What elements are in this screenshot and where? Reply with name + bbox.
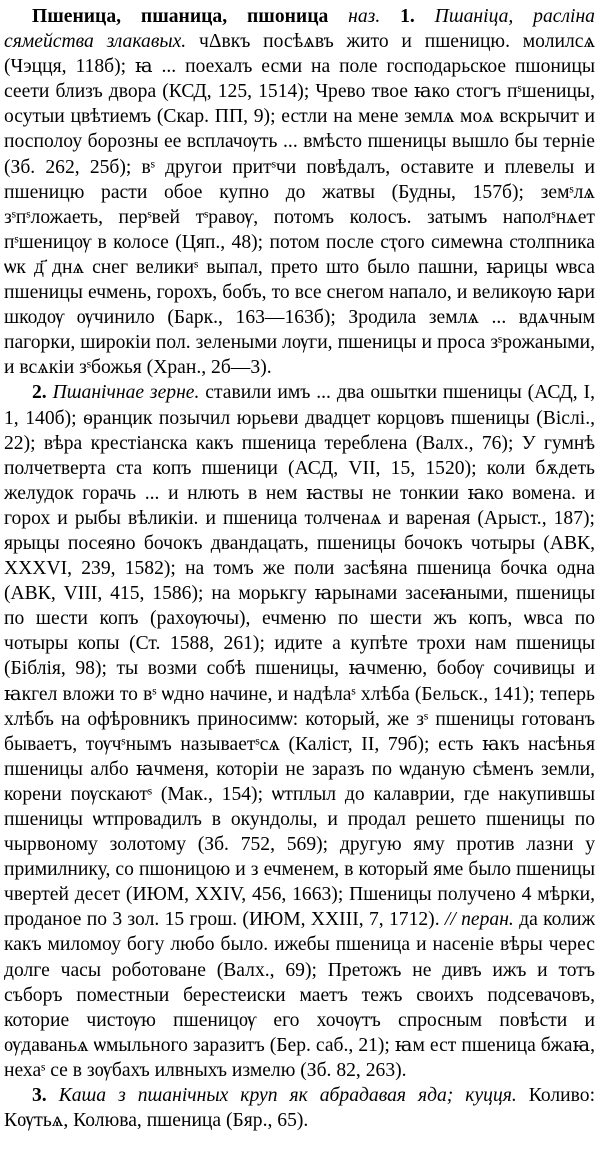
sense-2-definition: Пшанічнае зерне. (52, 382, 200, 404)
sense-1-citations: чΔвкъ посѣѧвъ жито и пшеницю. молилсѧ (Чэцця, 118б); ꙗ ... поехалъ есми на поле господарьское пшоницы сеети близъ двора (КСД, 125, 1514); Чрево твое ꙗко стогъ пˢшеницы, осутыи цвѣтиемъ (Скар. ПП, 9); естли на мене землѧ моѧ вскрычит и посполоу борозны ее всплачѹть ... вмѣсто пшеницы вышло бы терніе (Зб. 262, 25б); вˢ другои притˢчи повѣдалъ, оставите и плевелы и пшеницю расти обое купно до жатвы (Будны, 157б); земˢлѧ зˢпˢложаеть, перˢвей тˢравѹ, потомъ колосъ. затымъ наполˢнѧет пˢшеницѹ в колосе (Цяп., 48); потом после сҭого симеѡна столпника ѡк д҃ днѧ снег великиˢ выпал, прето што было пашни, ꙗрицы ѡвса пшеницы ечмень, горохъ, бобъ, то все снегом напало, и великѹю ꙗри шкодѹ ѹчинило (Барк., 163—163б); Зродила землѧ ... вдѧчным пагорки, широкіи пол. зелеными лѹги, пшеницы и проса зˢрожаными, и всѧкіи зˢбожья (Хран., 2б—3). (4, 31, 595, 379)
sense-3-definition: Каша з пшанічных круп як абрадавая яда; куцця. (58, 1085, 517, 1107)
sense-2-citations: ставили имъ ... два ошытки пшеницы (АСД, І, 1, 140б); ѳранцик позычил юрьеви двадцет корцовъ пшеницы (Віслі., 22); вѣра крестіанска какъ пшеница тереблена (Валх., 76); У гумнѣ полчетверта ста копъ пшеници (АСД, VII, 15, 1520); коли бѫдеть желудок горачь ... и нлють в нем ꙗствы не тонкии ꙗко вомена. и горох и рыбы вѣликіи. и пшеница толченаѧ и вареная (Арыст., 187); ярыцы посеяно бочокъ двандацать, пшеницы бочокъ чотыры (АВК, XXXVІ, 239, 1582); на томъ же поли засѣяна пшеница бочка одна (АВК, VIII, 415, 1586); на морькгу ꙗрынами засеꙗными, пшеницы по шести копъ (рахѹючы), ечменю по шести жъ копъ, ѡвса по чотыры копы (Ст. 1588, 261); идите а купѣте трохи нам пшеницы (Біблія, 98); ты возми собѣ пшеницы, ꙗчменю, бобѹ сочивицы и ꙗкгел вложи то вˢ ѡдно начине, и надѣлаˢ хлѣба (Бельск., 141); теперь хлѣбъ на офѣровникъ приносимѡ: который, же зˢ пшеницы готованъ бываетъ, тѹчˢнымъ называетˢсѧ (Каліст, II, 79б); есть ꙗкъ насѣнья пшеницы албо ꙗчменя, которіи не заразъ по ѡданую сѣменъ земли, корени пѹскаютˢ (Мак., 154); ѡтплыл до калаврии, где накупившы пшеницы ѡтпровадилъ в окундолы, и продал решето пшеницы по чырвоному золотому (Зб. 752, 569); другую яму против лазни у примилнику, со пшоницою и з ечменем, в который яме было пшеницы чвертей десет (ИЮМ, XXIV, 456, 1663); Пшеницы получено 4 мѣрки, проданое по 3 зол. 15 грош. (ИЮМ, XXIII, 7, 1712). (4, 382, 595, 931)
sense-3-paragraph (4, 1083, 595, 1133)
figurative-label: // перан. (444, 909, 514, 931)
sense-3-citations: Коливо: Кѹтьѧ, Колюва, пшеница (Бяр., 65). (4, 1085, 596, 1132)
sense-3-number: 3. (32, 1085, 47, 1107)
sense-2-figurative-citations: да колиж какъ миломоу богу любо было. ижебы пшеница и насеніе вѣры черес долге часы роботоване (Валх., 69); Претожъ не дивъ ижъ и тотъ съборъ поместныи берестеиски маетъ тежъ своихъ подсевачовъ, которие чистѹю пшеницѹ его хочѹтъ спросным повѣсти и ѹдаваньѧ ѡмыльного заразитъ (Бер. саб., 21); ꙗм ест пшеница бжаꙗ, нехаˢ се в зѹбахъ илвныхъ измелю (Зб. 82, 263). (4, 909, 596, 1081)
sense-1-number: 1. (400, 6, 415, 27)
headword: Пшеница, пшаница, пшоница (32, 6, 329, 27)
sense-2-number: 2. (32, 382, 47, 404)
sense-1-definition: Пшаніца, расліна сямейства злакавых. (4, 6, 595, 53)
sense-1-paragraph (4, 4, 595, 380)
sense-2-paragraph (4, 380, 595, 1083)
grammar-label: наз. (348, 6, 381, 27)
